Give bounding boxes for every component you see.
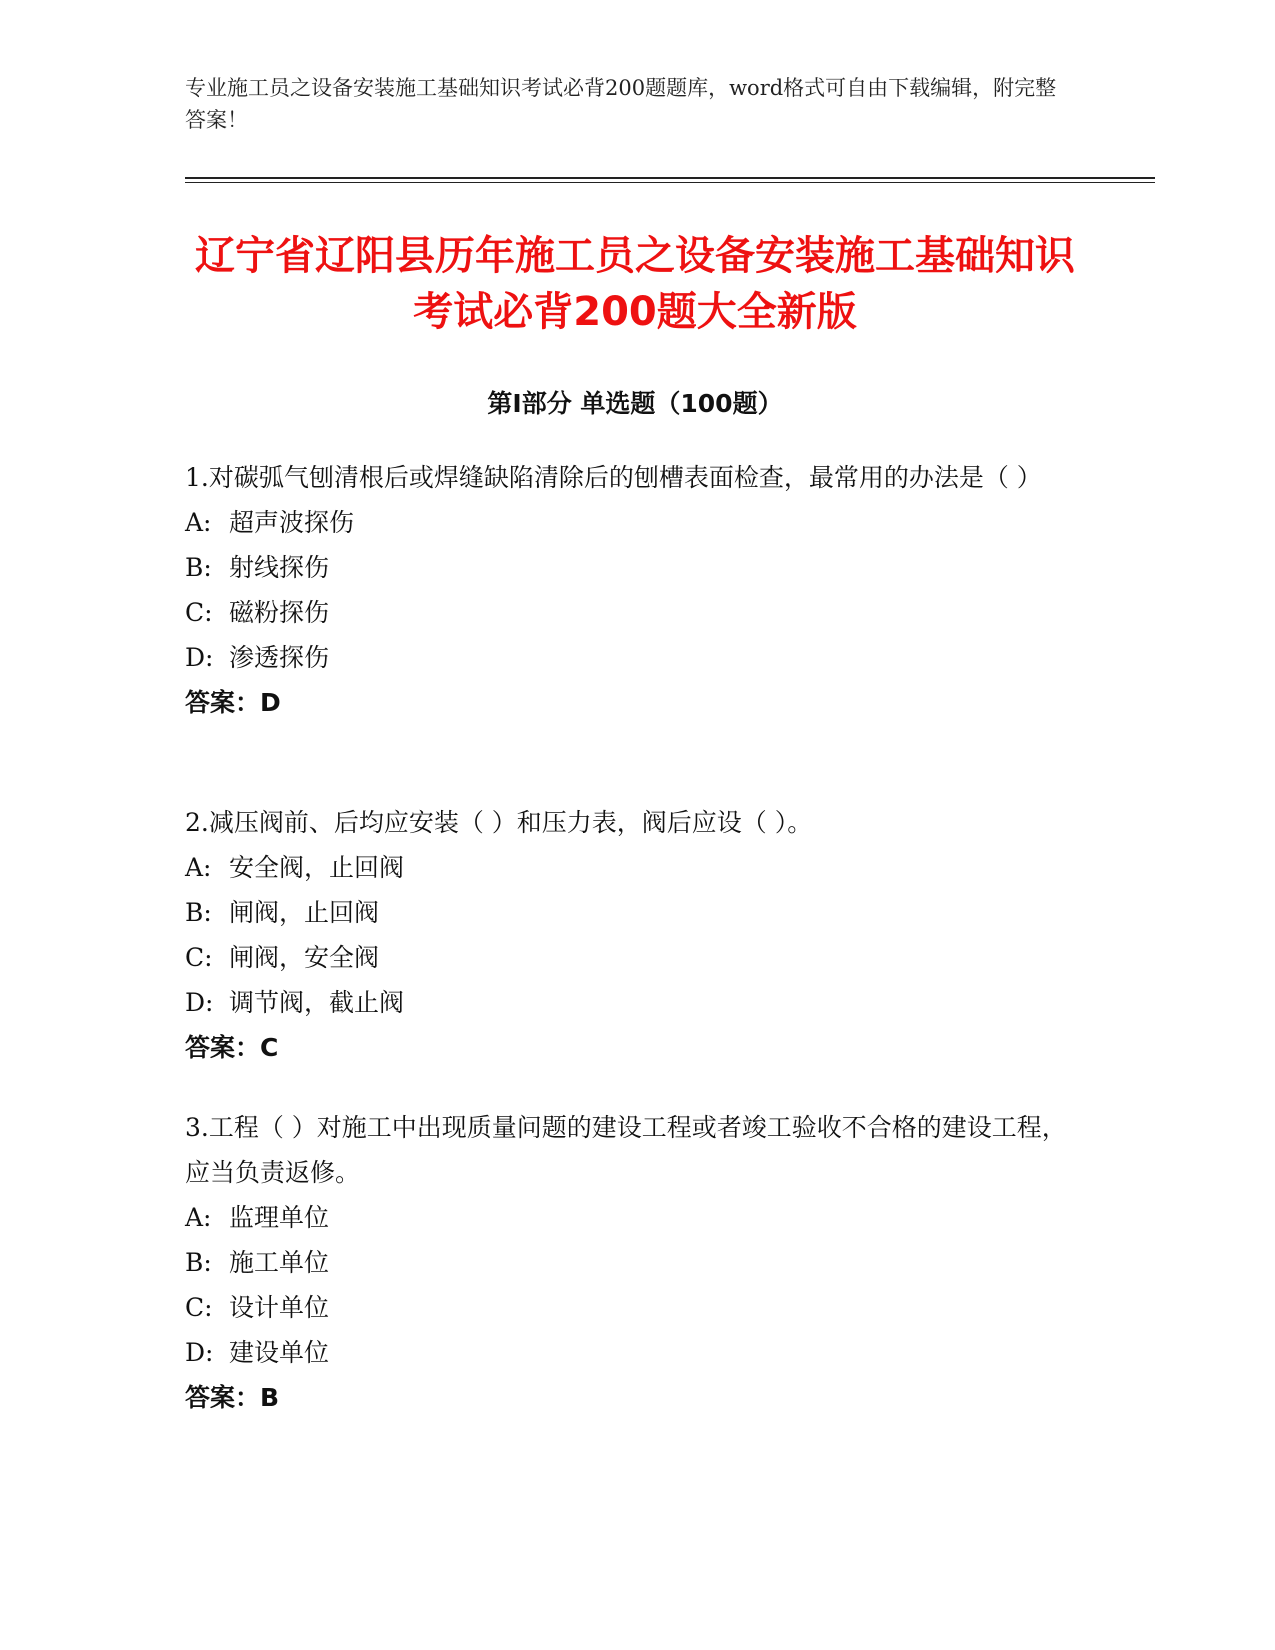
option-letter: A:	[185, 508, 212, 537]
option-text: 安全阀，止回阀	[229, 853, 405, 882]
question-option	[185, 845, 1085, 890]
option-letter: B:	[185, 1248, 212, 1277]
option-letter: D:	[185, 643, 214, 672]
question-2	[185, 800, 1085, 1070]
question-text: 3.工程（ ）对施工中出现质量问题的建设工程或者竣工验收不合格的建设工程，应当负责返修。	[185, 1113, 1067, 1187]
header-divider-thick	[185, 177, 1155, 179]
header-note: 专业施工员之设备安装施工基础知识考试必背200题题库，word格式可自由下载编辑，附完整答案！	[185, 76, 1057, 132]
question-option	[185, 1285, 1085, 1330]
question-option	[185, 1195, 1085, 1240]
question-option	[185, 545, 1085, 590]
option-letter: D:	[185, 1338, 214, 1367]
header-divider-thin	[185, 182, 1155, 183]
option-text: 渗透探伤	[229, 643, 330, 672]
option-letter: D:	[185, 988, 214, 1017]
option-letter: B:	[185, 553, 212, 582]
section-heading: 第Ⅰ部分 单选题（100题）	[487, 389, 783, 418]
option-letter: A:	[185, 853, 212, 882]
question-answer: 答案：D	[185, 688, 281, 717]
option-letter: A:	[185, 1203, 212, 1232]
document-title: 辽宁省辽阳县历年施工员之设备安装施工基础知识考试必背200题大全新版	[195, 233, 1075, 335]
question-option	[185, 890, 1085, 935]
option-text: 射线探伤	[229, 553, 330, 582]
question-1	[185, 455, 1085, 725]
question-option	[185, 935, 1085, 980]
option-text: 施工单位	[229, 1248, 330, 1277]
question-text: 1.对碳弧气刨清根后或焊缝缺陷清除后的刨槽表面检查，最常用的办法是（ ）	[185, 463, 1042, 492]
question-text: 2.减压阀前、后均应安装（ ）和压力表，阀后应设（ ）。	[185, 808, 813, 837]
option-text: 设计单位	[229, 1293, 330, 1322]
question-option	[185, 1240, 1085, 1285]
option-text: 闸阀，安全阀	[229, 943, 380, 972]
question-option	[185, 635, 1085, 680]
question-option	[185, 590, 1085, 635]
option-text: 磁粉探伤	[229, 598, 330, 627]
question-3	[185, 1105, 1085, 1420]
question-answer: 答案：C	[185, 1033, 279, 1062]
option-text: 调节阀，截止阀	[229, 988, 405, 1017]
option-letter: C:	[185, 943, 213, 972]
question-option	[185, 980, 1085, 1025]
option-text: 超声波探伤	[229, 508, 355, 537]
option-letter: C:	[185, 598, 213, 627]
question-option	[185, 500, 1085, 545]
option-text: 建设单位	[229, 1338, 330, 1367]
option-text: 闸阀，止回阀	[229, 898, 380, 927]
question-option	[185, 1330, 1085, 1375]
option-letter: C:	[185, 1293, 213, 1322]
question-answer: 答案：B	[185, 1383, 280, 1412]
option-letter: B:	[185, 898, 212, 927]
option-text: 监理单位	[229, 1203, 330, 1232]
